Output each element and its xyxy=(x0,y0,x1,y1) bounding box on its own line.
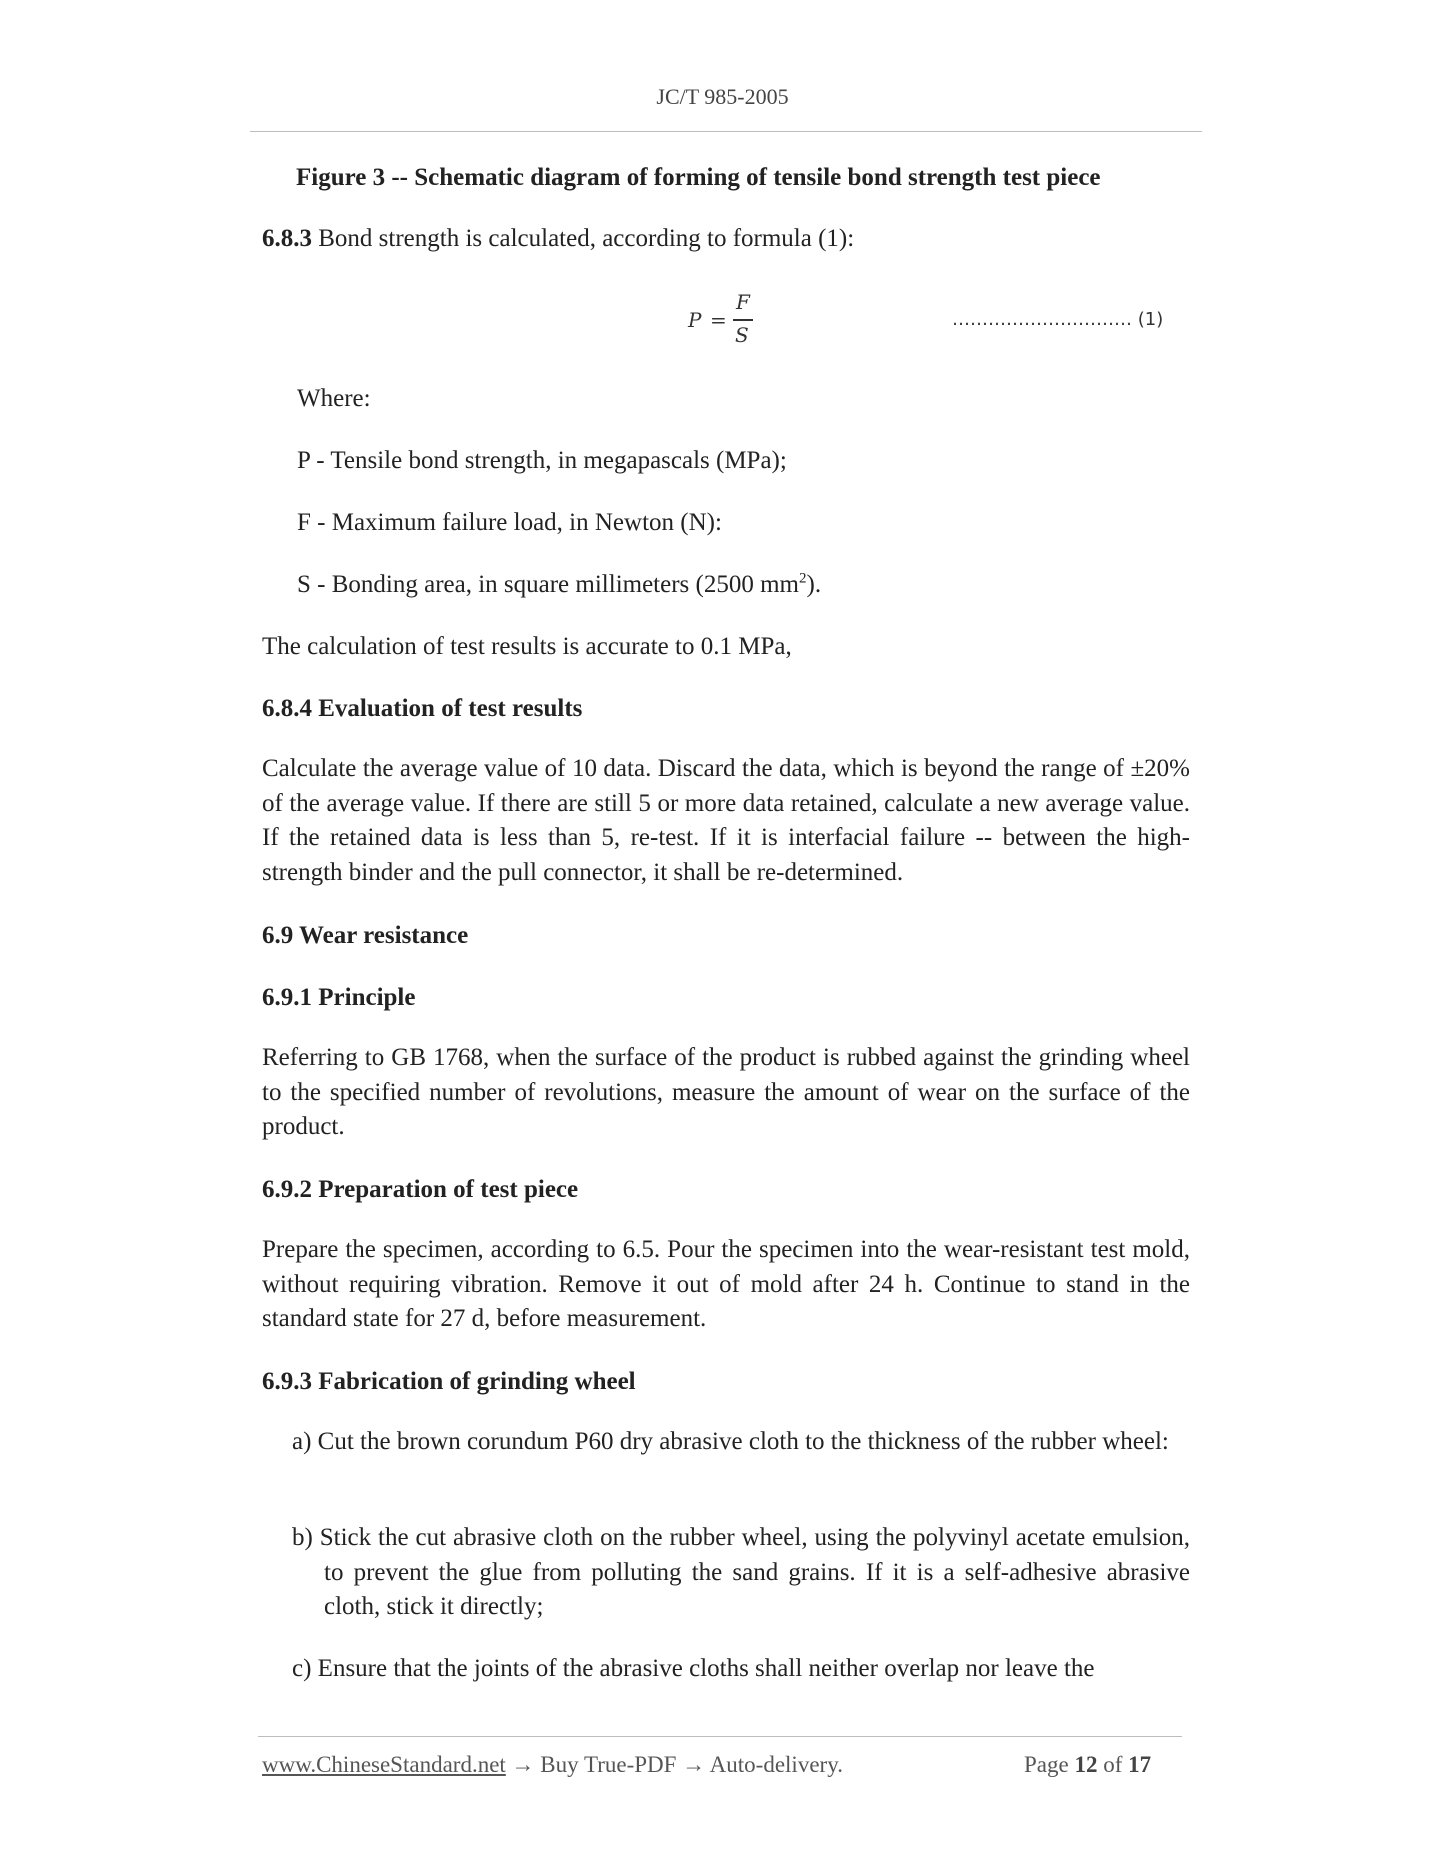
accuracy-text: The calculation of test results is accurate to 0.1 MPa, xyxy=(262,633,792,660)
paragraph-6-9-2: Prepare the specimen, according to 6.5. Pour the specimen into the wear-resistant test mold, without requiring vibration. Remove it out of mold after 24 h. Continue to stand in the standard state for 27 d, before measurement. xyxy=(262,1236,1190,1332)
page-total: 17 xyxy=(1128,1752,1152,1777)
buy-pdf-link[interactable]: Buy True-PDF xyxy=(540,1752,677,1777)
page-word: Page xyxy=(1024,1752,1069,1777)
list-item-a xyxy=(292,1425,1190,1460)
heading-6-9: 6.9 Wear resistance xyxy=(262,922,469,949)
def-s-text: S - Bonding area, in square millimeters (2500 mm xyxy=(297,571,799,598)
arrow-icon: → xyxy=(511,1752,535,1777)
page-indicator xyxy=(1024,1752,1151,1778)
list-item-label: c) xyxy=(292,1655,312,1682)
footer-rule xyxy=(258,1736,1182,1737)
formula-label: (1) xyxy=(1137,309,1164,330)
footer-left xyxy=(262,1752,843,1778)
heading-6-8-4: 6.8.4 Evaluation of test results xyxy=(262,695,583,722)
leader-dots: ………………………… xyxy=(952,309,1132,330)
fraction-bar xyxy=(733,319,753,321)
doc-header-id: JC/T 985-2005 xyxy=(656,84,789,109)
formula-lhs: P xyxy=(688,308,702,332)
def-s-end: ). xyxy=(806,571,822,598)
figure-caption: Figure 3 -- Schematic diagram of forming of tensile bond strength test piece xyxy=(296,164,1101,191)
list-item-label: b) xyxy=(292,1524,313,1551)
list-item-b xyxy=(292,1521,1190,1625)
list-item-c xyxy=(292,1652,1190,1687)
heading-6-9-2: 6.9.2 Preparation of test piece xyxy=(262,1176,579,1203)
section-6-8-3 xyxy=(262,221,854,256)
list-item-text: Stick the cut abrasive cloth on the rubber wheel, using the polyvinyl acetate emulsion, to prevent the glue from polluting the sand grains. If it is a self-adhesive abrasive cloth, stick it directly; xyxy=(319,1524,1190,1620)
paragraph-6-8-4: Calculate the average value of 10 data. Discard the data, which is beyond the range of ±20% of the average value. If there are still 5 or more data retained, calculate a new average value. If the retained data is less than 5, re-test. If it is interfacial failure -- between the high-strength binder and the pull connector, it shall be re-determined. xyxy=(262,755,1190,886)
site-link[interactable]: www.ChineseStandard.net xyxy=(262,1752,506,1777)
def-f: F - Maximum failure load, in Newton (N): xyxy=(297,509,722,536)
heading-6-9-1: 6.9.1 Principle xyxy=(262,984,416,1011)
arrow-icon: → xyxy=(682,1752,706,1777)
heading-6-9-3: 6.9.3 Fabrication of grinding wheel xyxy=(262,1368,636,1395)
formula-numerator: F xyxy=(736,290,750,314)
list-item-label: a) xyxy=(292,1428,312,1455)
list-item-text: Ensure that the joints of the abrasive cloths shall neither overlap nor leave the xyxy=(317,1655,1095,1682)
page-number: 12 xyxy=(1074,1752,1098,1777)
of-word: of xyxy=(1103,1752,1123,1777)
def-s-superscript: 2 xyxy=(799,570,807,587)
list-item-text: Cut the brown corundum P60 dry abrasive cloth to the thickness of the rubber wheel: xyxy=(317,1428,1169,1455)
paragraph-6-9-1: Referring to GB 1768, when the surface of the product is rubbed against the grinding wheel to the specified number of revolutions, measure the amount of wear on the surface of the product. xyxy=(262,1044,1190,1140)
formula-1 xyxy=(688,290,758,350)
formula-denominator: S xyxy=(735,323,749,347)
def-s xyxy=(297,567,821,602)
auto-delivery-text: Auto-delivery. xyxy=(709,1752,843,1777)
where-label: Where: xyxy=(297,385,371,412)
section-text: Bond strength is calculated, according to formula (1): xyxy=(312,225,855,252)
formula-operator: = xyxy=(710,308,727,332)
section-number: 6.8.3 xyxy=(262,225,312,252)
def-p: P - Tensile bond strength, in megapascals (MPa); xyxy=(297,447,787,474)
formula-leader xyxy=(952,309,1163,330)
header-rule xyxy=(250,131,1202,132)
